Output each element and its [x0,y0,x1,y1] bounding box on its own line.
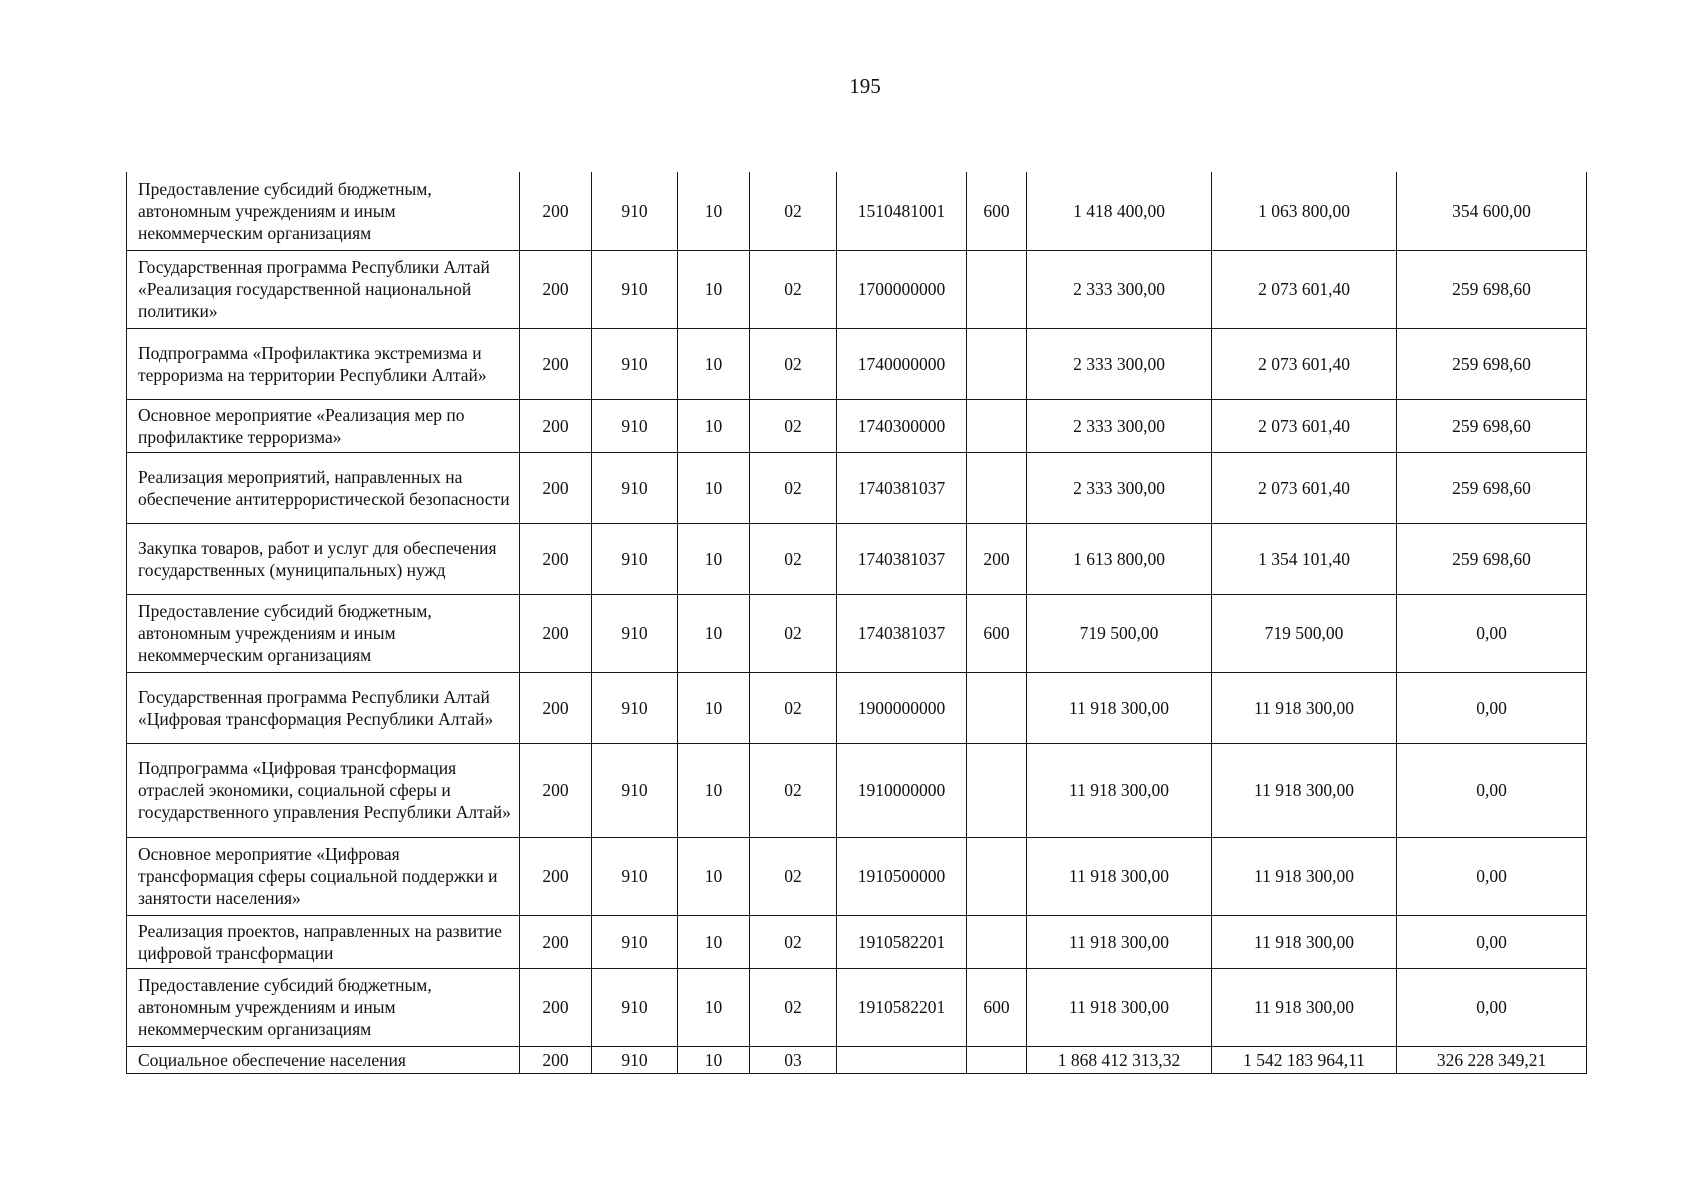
cell-expense-type [967,743,1027,837]
cell-amount-1: 1 613 800,00 [1027,523,1212,594]
cell-ministry: 910 [592,672,678,743]
cell-amount-1: 11 918 300,00 [1027,672,1212,743]
cell-subsection: 02 [750,915,837,968]
cell-target-article: 1910000000 [837,743,967,837]
cell-expense-type [967,1046,1027,1073]
cell-code: 200 [520,250,592,328]
cell-amount-2: 2 073 601,40 [1212,328,1397,399]
cell-subsection: 02 [750,594,837,672]
cell-target-article: 1740381037 [837,594,967,672]
cell-amount-2: 2 073 601,40 [1212,452,1397,523]
row-name: Основное мероприятие «Реализация мер по профилактике терроризма» [127,399,520,452]
cell-subsection: 02 [750,172,837,250]
cell-section: 10 [678,452,750,523]
row-name: Предоставление субсидий бюджетным, автономным учреждениям и иным некоммерческим организациям [127,968,520,1046]
cell-expense-type [967,452,1027,523]
cell-amount-1: 1 418 400,00 [1027,172,1212,250]
cell-amount-3: 0,00 [1397,743,1587,837]
table-row [127,672,1587,743]
table-body [127,172,1587,1073]
cell-amount-2: 1 354 101,40 [1212,523,1397,594]
row-name: Подпрограмма «Профилактика экстремизма и терроризма на территории Республики Алтай» [127,328,520,399]
cell-subsection: 02 [750,672,837,743]
cell-ministry: 910 [592,399,678,452]
cell-code: 200 [520,172,592,250]
cell-target-article: 1740000000 [837,328,967,399]
cell-subsection: 03 [750,1046,837,1073]
cell-amount-1: 1 868 412 313,32 [1027,1046,1212,1073]
cell-code: 200 [520,594,592,672]
cell-code: 200 [520,968,592,1046]
cell-amount-2: 2 073 601,40 [1212,250,1397,328]
table-row [127,743,1587,837]
row-name: Реализация проектов, направленных на развитие цифровой трансформации [127,915,520,968]
cell-target-article: 1910500000 [837,837,967,915]
cell-target-article: 1740381037 [837,523,967,594]
cell-ministry: 910 [592,968,678,1046]
row-name: Государственная программа Республики Алтай «Реализация государственной национальной политики» [127,250,520,328]
cell-amount-1: 2 333 300,00 [1027,452,1212,523]
cell-code: 200 [520,452,592,523]
table-row [127,172,1587,250]
cell-section: 10 [678,523,750,594]
row-name: Государственная программа Республики Алтай «Цифровая трансформация Республики Алтай» [127,672,520,743]
cell-ministry: 910 [592,328,678,399]
cell-amount-2: 1 542 183 964,11 [1212,1046,1397,1073]
cell-target-article: 1740300000 [837,399,967,452]
row-name: Подпрограмма «Цифровая трансформация отраслей экономики, социальной сферы и государственного управления Республики Алтай» [127,743,520,837]
cell-amount-3: 326 228 349,21 [1397,1046,1587,1073]
cell-section: 10 [678,743,750,837]
table-row [127,968,1587,1046]
cell-target-article: 1700000000 [837,250,967,328]
cell-amount-2: 2 073 601,40 [1212,399,1397,452]
table-row [127,452,1587,523]
cell-amount-2: 1 063 800,00 [1212,172,1397,250]
cell-amount-3: 0,00 [1397,672,1587,743]
page-number: 195 [849,74,881,98]
table-row [127,250,1587,328]
cell-amount-1: 2 333 300,00 [1027,250,1212,328]
cell-section: 10 [678,968,750,1046]
cell-target-article: 1910582201 [837,968,967,1046]
cell-ministry: 910 [592,523,678,594]
cell-amount-1: 719 500,00 [1027,594,1212,672]
cell-expense-type: 600 [967,968,1027,1046]
table-row [127,328,1587,399]
cell-subsection: 02 [750,968,837,1046]
cell-amount-3: 0,00 [1397,915,1587,968]
cell-amount-3: 0,00 [1397,594,1587,672]
cell-ministry: 910 [592,250,678,328]
cell-expense-type [967,915,1027,968]
cell-amount-2: 11 918 300,00 [1212,968,1397,1046]
cell-subsection: 02 [750,523,837,594]
cell-amount-3: 259 698,60 [1397,250,1587,328]
cell-amount-3: 354 600,00 [1397,172,1587,250]
cell-subsection: 02 [750,399,837,452]
cell-amount-2: 11 918 300,00 [1212,837,1397,915]
cell-amount-1: 2 333 300,00 [1027,399,1212,452]
table-row [127,594,1587,672]
cell-amount-1: 11 918 300,00 [1027,743,1212,837]
cell-expense-type [967,399,1027,452]
cell-target-article: 1740381037 [837,452,967,523]
cell-target-article: 1510481001 [837,172,967,250]
row-name: Закупка товаров, работ и услуг для обеспечения государственных (муниципальных) нужд [127,523,520,594]
cell-amount-3: 259 698,60 [1397,452,1587,523]
cell-section: 10 [678,594,750,672]
cell-expense-type: 600 [967,594,1027,672]
cell-ministry: 910 [592,1046,678,1073]
cell-target-article: 1900000000 [837,672,967,743]
cell-target-article: 1910582201 [837,915,967,968]
row-name: Социальное обеспечение населения [127,1046,520,1073]
cell-subsection: 02 [750,328,837,399]
cell-amount-3: 0,00 [1397,837,1587,915]
cell-expense-type: 200 [967,523,1027,594]
cell-subsection: 02 [750,250,837,328]
cell-section: 10 [678,672,750,743]
table-row [127,523,1587,594]
cell-amount-2: 11 918 300,00 [1212,672,1397,743]
cell-section: 10 [678,837,750,915]
cell-code: 200 [520,1046,592,1073]
cell-subsection: 02 [750,837,837,915]
cell-ministry: 910 [592,837,678,915]
cell-ministry: 910 [592,452,678,523]
cell-target-article [837,1046,967,1073]
cell-amount-1: 11 918 300,00 [1027,915,1212,968]
row-name: Предоставление субсидий бюджетным, автономным учреждениям и иным некоммерческим организациям [127,172,520,250]
cell-section: 10 [678,250,750,328]
cell-amount-1: 11 918 300,00 [1027,968,1212,1046]
table-row [127,837,1587,915]
table-row [127,1046,1587,1073]
table-row [127,915,1587,968]
cell-ministry: 910 [592,172,678,250]
cell-expense-type: 600 [967,172,1027,250]
cell-amount-3: 259 698,60 [1397,399,1587,452]
cell-amount-2: 719 500,00 [1212,594,1397,672]
cell-expense-type [967,250,1027,328]
cell-amount-2: 11 918 300,00 [1212,743,1397,837]
cell-ministry: 910 [592,915,678,968]
cell-section: 10 [678,172,750,250]
cell-amount-2: 11 918 300,00 [1212,915,1397,968]
cell-amount-3: 259 698,60 [1397,523,1587,594]
cell-expense-type [967,837,1027,915]
table-row [127,399,1587,452]
cell-subsection: 02 [750,452,837,523]
row-name: Реализация мероприятий, направленных на обеспечение антитеррористической безопасности [127,452,520,523]
cell-code: 200 [520,743,592,837]
cell-subsection: 02 [750,743,837,837]
row-name: Предоставление субсидий бюджетным, автономным учреждениям и иным некоммерческим организациям [127,594,520,672]
cell-amount-3: 0,00 [1397,968,1587,1046]
cell-code: 200 [520,837,592,915]
cell-section: 10 [678,399,750,452]
cell-expense-type [967,672,1027,743]
cell-amount-3: 259 698,60 [1397,328,1587,399]
cell-ministry: 910 [592,743,678,837]
cell-expense-type [967,328,1027,399]
cell-code: 200 [520,523,592,594]
row-name: Основное мероприятие «Цифровая трансформация сферы социальной поддержки и занятости населения» [127,837,520,915]
cell-code: 200 [520,399,592,452]
budget-table [126,172,1587,1074]
cell-code: 200 [520,672,592,743]
cell-code: 200 [520,915,592,968]
cell-section: 10 [678,1046,750,1073]
cell-section: 10 [678,915,750,968]
cell-ministry: 910 [592,594,678,672]
cell-code: 200 [520,328,592,399]
cell-section: 10 [678,328,750,399]
cell-amount-1: 11 918 300,00 [1027,837,1212,915]
cell-amount-1: 2 333 300,00 [1027,328,1212,399]
